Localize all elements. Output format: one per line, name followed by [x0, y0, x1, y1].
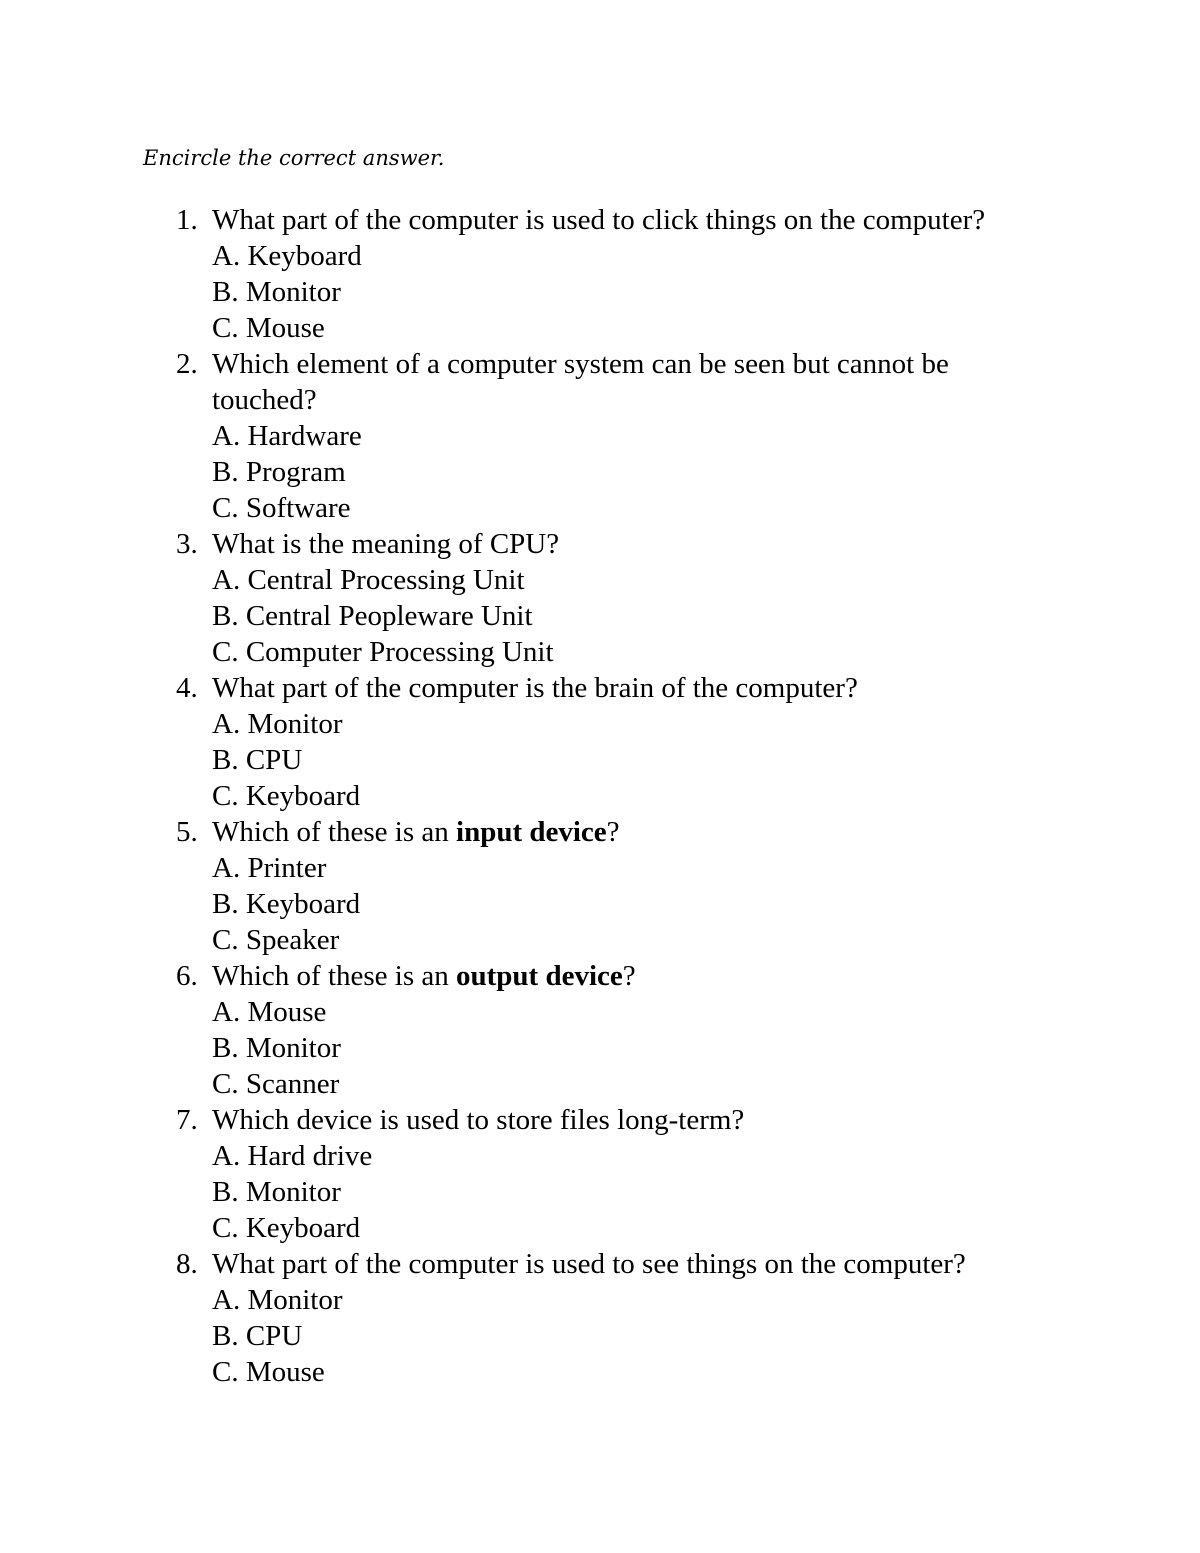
question-text: What is the meaning of CPU? — [212, 528, 560, 560]
option-c[interactable]: C. Keyboard — [212, 780, 361, 812]
question-list — [176, 202, 1056, 1390]
option-c[interactable]: C. Mouse — [212, 1356, 325, 1388]
question-number: 1. — [176, 204, 198, 236]
question-8 — [176, 1246, 1056, 1390]
question-4 — [176, 670, 1056, 814]
question-number: 3. — [176, 528, 198, 560]
option-b[interactable]: B. Central Peopleware Unit — [212, 600, 533, 632]
option-b[interactable]: B. CPU — [212, 1320, 303, 1352]
question-text — [212, 814, 1056, 850]
question-text: What part of the computer is used to click things on the computer? — [212, 204, 986, 236]
option-list — [212, 418, 1056, 526]
question-text-lead: Which of these is an — [212, 816, 457, 848]
option-list — [212, 850, 1056, 958]
option-a[interactable]: A. Monitor — [212, 1284, 343, 1316]
option-c[interactable]: C. Computer Processing Unit — [212, 636, 554, 668]
question-text — [212, 958, 1056, 994]
option-c[interactable]: C. Software — [212, 492, 351, 524]
question-number: 8. — [176, 1248, 198, 1280]
question-text-tail: ? — [606, 816, 620, 848]
question-text: Which element of a computer system can be seen but cannot be touched? — [212, 348, 949, 416]
question-number: 2. — [176, 348, 198, 380]
question-text-lead: Which of these is an — [212, 960, 457, 992]
option-a[interactable]: A. Mouse — [212, 996, 327, 1028]
question-number: 6. — [176, 960, 198, 992]
option-b[interactable]: B. Program — [212, 456, 346, 488]
emphasis-term: output device — [456, 960, 623, 992]
question-text: What part of the computer is the brain of the computer? — [212, 672, 858, 704]
option-list — [212, 1138, 1056, 1246]
question-7 — [176, 1102, 1056, 1246]
question-number: 5. — [176, 816, 198, 848]
option-c[interactable]: C. Keyboard — [212, 1212, 361, 1244]
option-b[interactable]: B. Keyboard — [212, 888, 361, 920]
question-6 — [176, 958, 1056, 1102]
question-text-tail: ? — [622, 960, 636, 992]
instruction-text: Encircle the correct answer. — [143, 146, 445, 170]
question-text: Which device is used to store files long-term? — [212, 1104, 745, 1136]
question-3 — [176, 526, 1056, 670]
option-a[interactable]: A. Central Processing Unit — [212, 564, 525, 596]
option-b[interactable]: B. Monitor — [212, 1176, 341, 1208]
option-a[interactable]: A. Hardware — [212, 420, 362, 452]
option-list — [212, 706, 1056, 814]
option-list — [212, 994, 1056, 1102]
option-b[interactable]: B. Monitor — [212, 1032, 341, 1064]
option-c[interactable]: C. Mouse — [212, 312, 325, 344]
option-a[interactable]: A. Printer — [212, 852, 327, 884]
option-c[interactable]: C. Scanner — [212, 1068, 340, 1100]
option-list — [212, 1282, 1056, 1390]
option-b[interactable]: B. Monitor — [212, 276, 341, 308]
option-b[interactable]: B. CPU — [212, 744, 303, 776]
question-number: 4. — [176, 672, 198, 704]
option-c[interactable]: C. Speaker — [212, 924, 340, 956]
option-a[interactable]: A. Monitor — [212, 708, 343, 740]
option-list — [212, 562, 1056, 670]
question-number: 7. — [176, 1104, 198, 1136]
question-1 — [176, 202, 1056, 346]
option-a[interactable]: A. Keyboard — [212, 240, 362, 272]
question-text: What part of the computer is used to see things on the computer? — [212, 1248, 966, 1280]
emphasis-term: input device — [456, 816, 607, 848]
question-2 — [176, 346, 1056, 526]
question-5 — [176, 814, 1056, 958]
option-a[interactable]: A. Hard drive — [212, 1140, 373, 1172]
option-list — [212, 238, 1056, 346]
